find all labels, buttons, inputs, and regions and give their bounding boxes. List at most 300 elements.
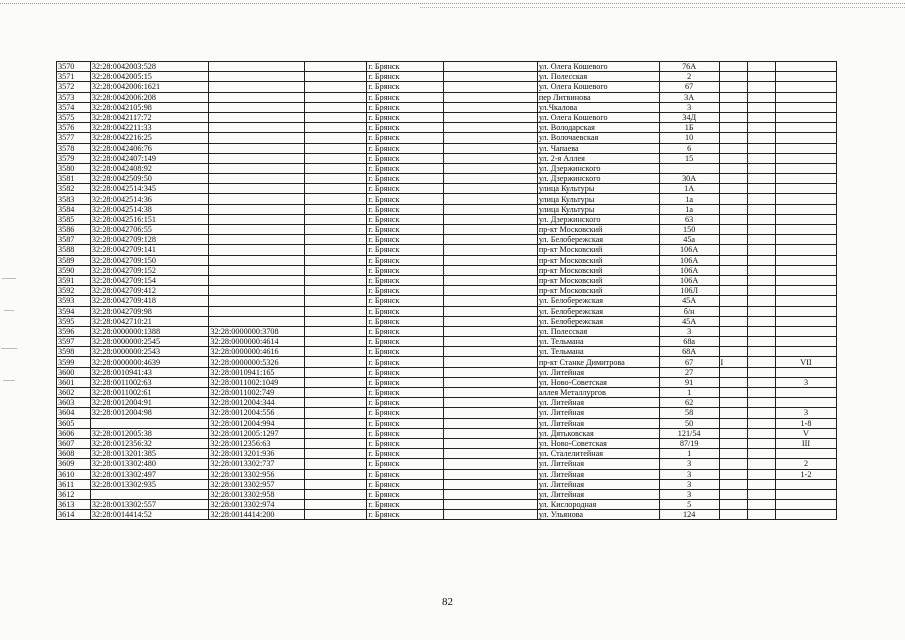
city: г. Брянск xyxy=(367,123,444,133)
building-cadastral-number xyxy=(209,123,305,133)
building-cell xyxy=(719,479,747,489)
city: г. Брянск xyxy=(367,479,444,489)
city: г. Брянск xyxy=(367,306,444,316)
table-row xyxy=(57,479,837,489)
blank-cell xyxy=(305,408,367,418)
building-cadastral-number xyxy=(209,275,305,285)
blank-cell xyxy=(444,367,538,377)
blank-cell xyxy=(305,377,367,387)
premises-cell: 3 xyxy=(775,377,836,387)
building-cadastral-number xyxy=(209,153,305,163)
city: г. Брянск xyxy=(367,326,444,336)
building-cell xyxy=(719,296,747,306)
table-row xyxy=(57,275,837,285)
blank-cell xyxy=(747,388,775,398)
building-cadastral-number xyxy=(209,174,305,184)
house-number: 1 xyxy=(659,388,719,398)
cadastral-number: 32:28:0042709:128 xyxy=(90,235,209,245)
house-number xyxy=(659,163,719,173)
blank-cell xyxy=(444,479,538,489)
building-cell xyxy=(719,163,747,173)
table-row xyxy=(57,500,837,510)
premises-cell xyxy=(775,388,836,398)
premises-cell: 1-2 xyxy=(775,469,836,479)
city: г. Брянск xyxy=(367,377,444,387)
house-number: 106Л xyxy=(659,286,719,296)
blank-cell xyxy=(305,153,367,163)
city: г. Брянск xyxy=(367,469,444,479)
blank-cell xyxy=(747,102,775,112)
building-cadastral-number xyxy=(209,143,305,153)
blank-cell xyxy=(444,82,538,92)
cadastral-number: 32:28:0014414:52 xyxy=(90,510,209,520)
row-number: 3576 xyxy=(57,123,91,133)
blank-cell xyxy=(305,62,367,72)
blank-cell xyxy=(305,255,367,265)
blank-cell xyxy=(305,245,367,255)
blank-cell xyxy=(747,62,775,72)
building-cell xyxy=(719,204,747,214)
building-cell xyxy=(719,62,747,72)
blank-cell xyxy=(747,357,775,367)
building-cell xyxy=(719,153,747,163)
blank-cell xyxy=(305,479,367,489)
table-row xyxy=(57,174,837,184)
table-row xyxy=(57,194,837,204)
row-number: 3589 xyxy=(57,255,91,265)
street: улица Культуры xyxy=(537,204,659,214)
building-cell xyxy=(719,489,747,499)
street: ул. Белобережская xyxy=(537,235,659,245)
blank-cell xyxy=(747,428,775,438)
blank-cell xyxy=(444,255,538,265)
street: ул. Сталелитейная xyxy=(537,449,659,459)
blank-cell xyxy=(305,102,367,112)
house-number: 50 xyxy=(659,418,719,428)
street: ул. Дзержинского xyxy=(537,174,659,184)
cadastral-number: 32:28:0042709:98 xyxy=(90,306,209,316)
premises-cell xyxy=(775,398,836,408)
house-number: 3А xyxy=(659,92,719,102)
city: г. Брянск xyxy=(367,428,444,438)
building-cadastral-number: 32:28:0012004:556 xyxy=(209,408,305,418)
city: г. Брянск xyxy=(367,388,444,398)
city: г. Брянск xyxy=(367,510,444,520)
cadastral-number xyxy=(90,489,209,499)
cadastral-number: 32:28:0012005:38 xyxy=(90,428,209,438)
blank-cell xyxy=(444,316,538,326)
building-cell xyxy=(719,316,747,326)
building-cell xyxy=(719,367,747,377)
blank-cell xyxy=(305,92,367,102)
blank-cell xyxy=(747,204,775,214)
table-row xyxy=(57,255,837,265)
building-cadastral-number: 32:28:0000000:4616 xyxy=(209,347,305,357)
blank-cell xyxy=(444,143,538,153)
blank-cell xyxy=(747,184,775,194)
premises-cell xyxy=(775,449,836,459)
building-cadastral-number: 32:28:0011002:749 xyxy=(209,388,305,398)
house-number: 1 xyxy=(659,449,719,459)
row-number: 3608 xyxy=(57,449,91,459)
building-cell xyxy=(719,184,747,194)
city: г. Брянск xyxy=(367,367,444,377)
blank-cell xyxy=(747,112,775,122)
cadastral-number: 32:28:0012004:98 xyxy=(90,408,209,418)
street: ул. Белобережская xyxy=(537,316,659,326)
blank-cell xyxy=(747,143,775,153)
house-number: 6 xyxy=(659,143,719,153)
table-row xyxy=(57,286,837,296)
blank-cell xyxy=(444,194,538,204)
building-cadastral-number: 32:28:0010941:165 xyxy=(209,367,305,377)
building-cadastral-number: 32:28:0014414:200 xyxy=(209,510,305,520)
cadastral-number: 32:28:0000000:2545 xyxy=(90,337,209,347)
street: пер Литвинова xyxy=(537,92,659,102)
city: г. Брянск xyxy=(367,235,444,245)
cadastral-number: 32:28:0010941:43 xyxy=(90,367,209,377)
blank-cell xyxy=(305,123,367,133)
building-cadastral-number xyxy=(209,235,305,245)
row-number: 3606 xyxy=(57,428,91,438)
building-cadastral-number xyxy=(209,296,305,306)
building-cadastral-number: 32:28:0000000:4614 xyxy=(209,337,305,347)
table-row xyxy=(57,225,837,235)
blank-cell xyxy=(444,489,538,499)
premises-cell xyxy=(775,62,836,72)
table-row xyxy=(57,510,837,520)
building-cadastral-number xyxy=(209,102,305,112)
premises-cell xyxy=(775,489,836,499)
cadastral-number: 32:28:0042709:141 xyxy=(90,245,209,255)
blank-cell xyxy=(444,92,538,102)
building-cell xyxy=(719,123,747,133)
blank-cell xyxy=(305,326,367,336)
cadastral-number: 32:28:0042003:528 xyxy=(90,62,209,72)
blank-cell xyxy=(305,489,367,499)
premises-cell xyxy=(775,286,836,296)
row-number: 3612 xyxy=(57,489,91,499)
building-cell: I xyxy=(719,357,747,367)
city: г. Брянск xyxy=(367,408,444,418)
city: г. Брянск xyxy=(367,62,444,72)
blank-cell xyxy=(444,214,538,224)
house-number: 106А xyxy=(659,255,719,265)
building-cadastral-number: 32:28:0013302:957 xyxy=(209,479,305,489)
cadastral-number: 32:28:0012356:32 xyxy=(90,438,209,448)
blank-cell xyxy=(444,153,538,163)
city: г. Брянск xyxy=(367,449,444,459)
building-cadastral-number: 32:28:0012004:994 xyxy=(209,418,305,428)
blank-cell xyxy=(444,347,538,357)
blank-cell xyxy=(444,133,538,143)
blank-cell xyxy=(305,174,367,184)
row-number: 3600 xyxy=(57,367,91,377)
table-row xyxy=(57,204,837,214)
house-number: 150 xyxy=(659,225,719,235)
row-number: 3590 xyxy=(57,265,91,275)
blank-cell xyxy=(747,194,775,204)
row-number: 3595 xyxy=(57,316,91,326)
blank-cell xyxy=(305,459,367,469)
blank-cell xyxy=(444,225,538,235)
building-cell xyxy=(719,398,747,408)
building-cadastral-number xyxy=(209,133,305,143)
table-row xyxy=(57,123,837,133)
building-cadastral-number: 32:28:0012004:344 xyxy=(209,398,305,408)
cadastral-number: 32:28:0011002:61 xyxy=(90,388,209,398)
scan-top-edge-secondary xyxy=(420,7,905,8)
building-cadastral-number xyxy=(209,225,305,235)
blank-cell xyxy=(305,398,367,408)
table-row xyxy=(57,388,837,398)
property-register-table xyxy=(56,61,837,520)
blank-cell xyxy=(747,82,775,92)
blank-cell xyxy=(444,398,538,408)
street: пр-кт Московский xyxy=(537,225,659,235)
blank-cell xyxy=(747,286,775,296)
city: г. Брянск xyxy=(367,438,444,448)
table-row xyxy=(57,459,837,469)
premises-cell xyxy=(775,265,836,275)
blank-cell xyxy=(747,255,775,265)
building-cadastral-number: 32:28:0012005:1297 xyxy=(209,428,305,438)
building-cell xyxy=(719,469,747,479)
building-cell xyxy=(719,133,747,143)
premises-cell xyxy=(775,296,836,306)
row-number: 3591 xyxy=(57,275,91,285)
street: пр-кт Московский xyxy=(537,245,659,255)
building-cadastral-number: 32:28:0013201:936 xyxy=(209,449,305,459)
street: ул. Ульянова xyxy=(537,510,659,520)
cadastral-number: 32:28:0042516:151 xyxy=(90,214,209,224)
building-cell xyxy=(719,143,747,153)
cadastral-number: 32:28:0042710:21 xyxy=(90,316,209,326)
blank-cell xyxy=(305,449,367,459)
premises-cell xyxy=(775,184,836,194)
blank-cell xyxy=(747,72,775,82)
blank-cell xyxy=(747,510,775,520)
premises-cell xyxy=(775,510,836,520)
row-number: 3573 xyxy=(57,92,91,102)
row-number: 3607 xyxy=(57,438,91,448)
blank-cell xyxy=(444,388,538,398)
street: улица Культуры xyxy=(537,184,659,194)
building-cell xyxy=(719,72,747,82)
street: ул. Белобережская xyxy=(537,306,659,316)
blank-cell xyxy=(305,510,367,520)
blank-cell xyxy=(747,398,775,408)
street: ул. Литейная xyxy=(537,418,659,428)
house-number: 1а xyxy=(659,194,719,204)
house-number: 91 xyxy=(659,377,719,387)
blank-cell xyxy=(444,102,538,112)
row-number: 3586 xyxy=(57,225,91,235)
blank-cell xyxy=(305,204,367,214)
premises-cell xyxy=(775,337,836,347)
house-number: 1А xyxy=(659,184,719,194)
cadastral-number: 32:28:0013302:480 xyxy=(90,459,209,469)
blank-cell xyxy=(747,438,775,448)
blank-cell xyxy=(444,469,538,479)
cadastral-number: 32:28:0042709:412 xyxy=(90,286,209,296)
cadastral-number: 32:28:0042407:149 xyxy=(90,153,209,163)
city: г. Брянск xyxy=(367,418,444,428)
table-row xyxy=(57,357,837,367)
city: г. Брянск xyxy=(367,255,444,265)
table-row xyxy=(57,143,837,153)
table-row xyxy=(57,428,837,438)
row-number: 3602 xyxy=(57,388,91,398)
city: г. Брянск xyxy=(367,296,444,306)
house-number: 62 xyxy=(659,398,719,408)
cadastral-number: 32:28:0013302:497 xyxy=(90,469,209,479)
street: ул. Литейная xyxy=(537,479,659,489)
premises-cell: VII xyxy=(775,357,836,367)
table-row xyxy=(57,235,837,245)
cadastral-number: 32:28:0042509:50 xyxy=(90,174,209,184)
premises-cell xyxy=(775,316,836,326)
house-number: 87/19 xyxy=(659,438,719,448)
house-number: 34Д xyxy=(659,112,719,122)
cadastral-number: 32:28:0000000:1388 xyxy=(90,326,209,336)
city: г. Брянск xyxy=(367,92,444,102)
premises-cell xyxy=(775,174,836,184)
city: г. Брянск xyxy=(367,184,444,194)
street: ул. Литейная xyxy=(537,469,659,479)
table-row xyxy=(57,214,837,224)
cadastral-number: 32:28:0042005:15 xyxy=(90,72,209,82)
building-cadastral-number xyxy=(209,62,305,72)
house-number: 121/54 xyxy=(659,428,719,438)
blank-cell xyxy=(747,479,775,489)
premises-cell xyxy=(775,255,836,265)
premises-cell xyxy=(775,500,836,510)
blank-cell xyxy=(444,62,538,72)
blank-cell xyxy=(747,469,775,479)
row-number: 3574 xyxy=(57,102,91,112)
table-row xyxy=(57,418,837,428)
street: ул. Олега Кошевого xyxy=(537,82,659,92)
row-number: 3572 xyxy=(57,82,91,92)
table-row xyxy=(57,184,837,194)
blank-cell xyxy=(444,296,538,306)
blank-cell xyxy=(444,337,538,347)
premises-cell: 3 xyxy=(775,408,836,418)
city: г. Брянск xyxy=(367,357,444,367)
cadastral-number: 32:28:0013302:935 xyxy=(90,479,209,489)
building-cell xyxy=(719,438,747,448)
blank-cell xyxy=(305,286,367,296)
house-number: 67 xyxy=(659,82,719,92)
cadastral-number xyxy=(90,418,209,428)
house-number: 3 xyxy=(659,326,719,336)
premises-cell: 1-8 xyxy=(775,418,836,428)
row-number: 3598 xyxy=(57,347,91,357)
row-number: 3579 xyxy=(57,153,91,163)
house-number: 1Б xyxy=(659,123,719,133)
blank-cell xyxy=(444,357,538,367)
blank-cell xyxy=(305,163,367,173)
blank-cell xyxy=(444,245,538,255)
row-number: 3614 xyxy=(57,510,91,520)
building-cadastral-number: 32:28:0013302:974 xyxy=(209,500,305,510)
table-row xyxy=(57,62,837,72)
blank-cell xyxy=(305,418,367,428)
table-row xyxy=(57,296,837,306)
premises-cell xyxy=(775,306,836,316)
premises-cell xyxy=(775,112,836,122)
row-number: 3611 xyxy=(57,479,91,489)
premises-cell xyxy=(775,143,836,153)
street: ул. Литейная xyxy=(537,489,659,499)
building-cell xyxy=(719,214,747,224)
premises-cell xyxy=(775,214,836,224)
street: пр-кт Московский xyxy=(537,286,659,296)
street: пр-кт Московский xyxy=(537,255,659,265)
blank-cell xyxy=(747,235,775,245)
blank-cell xyxy=(444,377,538,387)
cadastral-number: 32:28:0042006:1621 xyxy=(90,82,209,92)
building-cadastral-number: 32:28:0011002:1049 xyxy=(209,377,305,387)
row-number: 3592 xyxy=(57,286,91,296)
table-row xyxy=(57,153,837,163)
table-row xyxy=(57,92,837,102)
building-cadastral-number: 32:28:0013302:956 xyxy=(209,469,305,479)
blank-cell xyxy=(305,214,367,224)
cadastral-number: 32:28:0042117:72 xyxy=(90,112,209,122)
scan-left-marks xyxy=(0,270,30,390)
city: г. Брянск xyxy=(367,194,444,204)
blank-cell xyxy=(444,112,538,122)
blank-cell xyxy=(747,265,775,275)
street: ул. Волочаевская xyxy=(537,133,659,143)
premises-cell xyxy=(775,347,836,357)
building-cell xyxy=(719,377,747,387)
table-row xyxy=(57,367,837,377)
building-cadastral-number xyxy=(209,245,305,255)
house-number: 76А xyxy=(659,62,719,72)
blank-cell xyxy=(444,265,538,275)
row-number: 3610 xyxy=(57,469,91,479)
house-number: 15 xyxy=(659,153,719,163)
row-number: 3588 xyxy=(57,245,91,255)
blank-cell xyxy=(444,510,538,520)
building-cadastral-number: 32:28:0013302:958 xyxy=(209,489,305,499)
building-cadastral-number xyxy=(209,214,305,224)
table-row xyxy=(57,163,837,173)
cadastral-number: 32:28:0000000:4639 xyxy=(90,357,209,367)
blank-cell xyxy=(747,306,775,316)
city: г. Брянск xyxy=(367,214,444,224)
building-cadastral-number xyxy=(209,194,305,204)
table-row xyxy=(57,102,837,112)
house-number: 3 xyxy=(659,102,719,112)
premises-cell xyxy=(775,92,836,102)
house-number: 124 xyxy=(659,510,719,520)
page-number: 82 xyxy=(442,596,453,608)
street: ул. Тельмана xyxy=(537,337,659,347)
building-cell xyxy=(719,255,747,265)
building-cell xyxy=(719,408,747,418)
house-number: 10 xyxy=(659,133,719,143)
blank-cell xyxy=(444,286,538,296)
table-row xyxy=(57,265,837,275)
city: г. Брянск xyxy=(367,316,444,326)
house-number: 27 xyxy=(659,367,719,377)
cadastral-number: 32:28:0042216:25 xyxy=(90,133,209,143)
cadastral-number: 32:28:0012004:91 xyxy=(90,398,209,408)
